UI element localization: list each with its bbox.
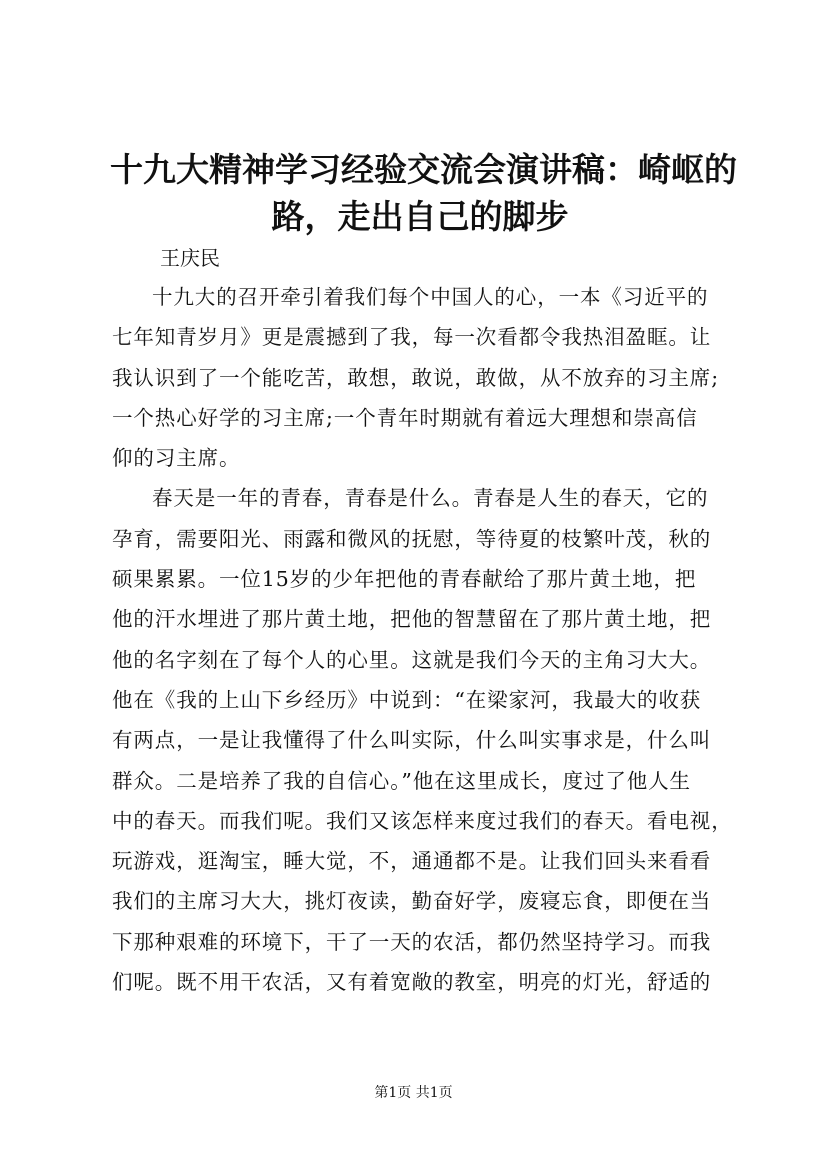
text-line: 他在《我的上山下乡经历》中说到：“在梁家河，我最大的收获 xyxy=(112,687,702,712)
text-line: 春天是一年的青春，青春是什么。青春是人生的春天，它的 xyxy=(152,486,709,511)
text-line: 群众。二是培养了我的自信心。”他在这里成长，度过了他人生 xyxy=(112,768,691,793)
title-line-1: 十九大精神学习经验交流会演讲稿：崎岖的 xyxy=(110,150,737,189)
text-line: 一个热心好学的习主席;一个青年时期就有着远大理想和崇高信 xyxy=(112,405,698,430)
text-line: 我认识到了一个能吃苦，敢想，敢说，敢做，从不放弃的习主席; xyxy=(112,365,720,390)
text-line: 仰的习主席。 xyxy=(112,446,241,471)
text-line: 七年知青岁月》更是震撼到了我，每一次看都令我热泪盈眶。让 xyxy=(112,325,712,350)
document-title xyxy=(110,146,737,240)
author-name: 王庆民 xyxy=(160,246,220,270)
text-line: 他的名字刻在了每个人的心里。这就是我们今天的主角习大大。 xyxy=(112,647,712,672)
page-footer: 第1页 共1页 xyxy=(374,1085,453,1101)
text-line: 硕果累累。一位15岁的少年把他的青春献给了那片黄土地，把 xyxy=(112,567,697,592)
body-text xyxy=(112,277,752,1002)
text-line: 我们的主席习大大，挑灯夜读，勤奋好学，废寝忘食，即便在当 xyxy=(112,889,712,914)
text-line: 有两点，一是让我懂得了什么叫实际，什么叫实事求是，什么叫 xyxy=(112,728,712,753)
text-line: 下那种艰难的环境下，干了一天的农活，都仍然坚持学习。而我 xyxy=(112,929,712,954)
text-line: 们呢。既不用干农活，又有着宽敞的教室，明亮的灯光，舒适的 xyxy=(112,970,712,995)
text-line: 孕育，需要阳光、雨露和微风的抚慰，等待夏的枝繁叶茂，秋的 xyxy=(112,526,712,551)
text-line: 中的春天。而我们呢。我们又该怎样来度过我们的春天。看电视， xyxy=(112,808,733,833)
text-line: 他的汗水埋进了那片黄土地，把他的智慧留在了那片黄土地，把 xyxy=(112,607,712,632)
text-line: 玩游戏，逛淘宝，睡大觉，不，通通都不是。让我们回头来看看 xyxy=(112,849,712,874)
title-line-2: 路，走出自己的脚步 xyxy=(271,197,569,236)
text-line: 十九大的召开牵引着我们每个中国人的心，一本《习近平的 xyxy=(152,285,709,309)
